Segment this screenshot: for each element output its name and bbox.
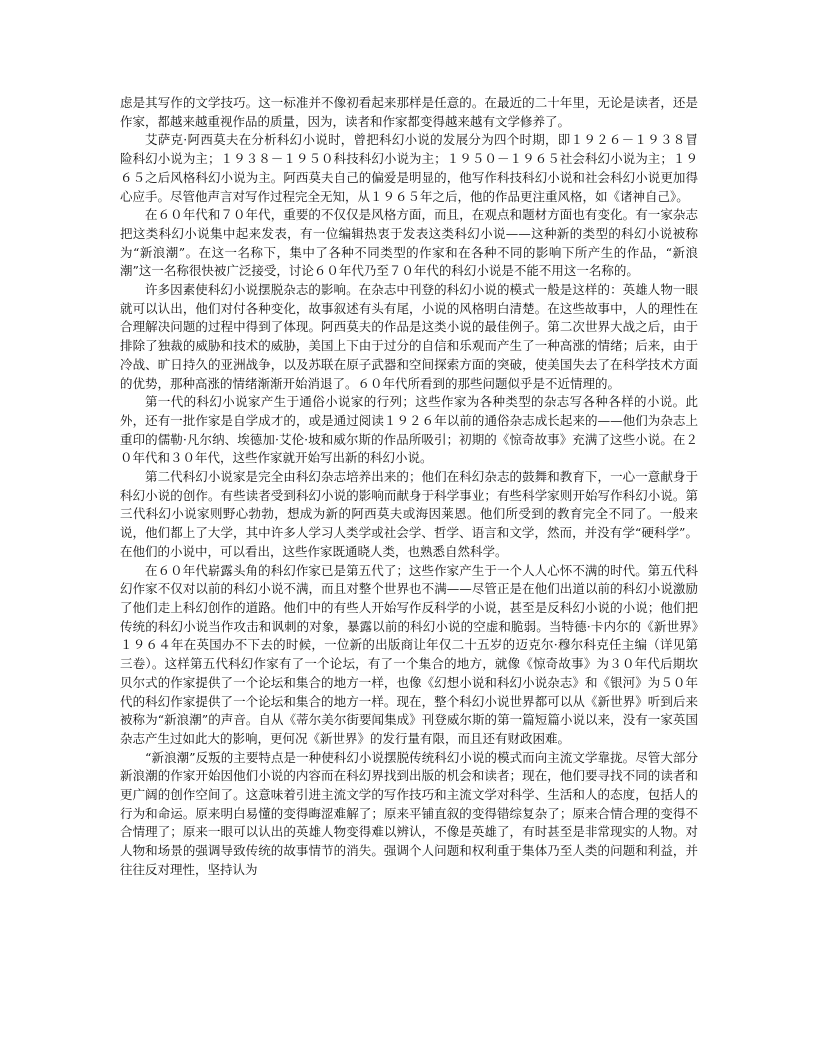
paragraph: 艾萨克·阿西莫夫在分析科幻小说时，曾把科幻小说的发展分为四个时期，即１９２６－１９３８冒险科幻小说为主；１９３８－１９５０科技科幻小说为主；１９５０－１９６５社会科幻小说为主；１９６５之后风格科幻小说为主。阿西莫夫自己的偏爱是明显的，他写作科技科幻小说和社会科幻小说更加得心应手。尽管他声言对写作过程完全无知，从１９６５年之后，他的作品更注重风格，如《诸神自己》。	[120, 132, 698, 204]
paragraph: 在６０年代崭露头角的科幻作家已是第五代了；这些作家产生于一个人人心怀不满的时代。第五代科幻作家不仅对以前的科幻小说不满，而且对整个世界也不满——尽管正是在他们出道以前的科幻小说激励了他们走上科幻创作的道路。他们中的有些人开始写作反科学的小说，甚至是反科幻小说的小说；他们把传统的科幻小说当作攻击和讽刺的对象，暴露以前的科幻小说的空虚和脆弱。当特德·卡内尔的《新世界》１９６４年在英国办不下去的时候，一位新的出版商让年仅二十五岁的迈克尔·穆尔科克任主编（详见第三卷）。这样第五代科幻作家有了一个论坛，有了一个集合的地方，就像《惊奇故事》为３０年代后期坎贝尔式的作家提供了一个论坛和集合的地方一样，也像《幻想小说和科幻小说杂志》和《银河》为５０年代的科幻作家提供了一个论坛和集合的地方一样。现在，整个科幻小说世界都可以从《新世界》听到后来被称为“新浪潮”的声音。自从《蒂尔美尔街要闻集成》刊登威尔斯的第一篇短篇小说以来，没有一家英国杂志产生过如此大的影响，更何况《新世界》的发行量有限，而且还有财政困难。	[120, 562, 698, 746]
paragraph: 许多因素使科幻小说摆脱杂志的影响。在杂志中刊登的科幻小说的模式一般是这样的：英雄人物一眼就可以认出，他们对付各种变化，故事叙述有头有尾，小说的风格明白清楚。在这些故事中，人的理性在合理解决问题的过程中得到了体现。阿西莫夫的作品是这类小说的最佳例子。第二次世界大战之后，由于排除了独裁的威胁和技术的威胁，美国上下由于过分的自信和乐观而产生了一种高涨的情绪；后来，由于冷战、旷日持久的亚洲战争，以及苏联在原子武器和空间探索方面的突破，使美国失去了在科学技术方面的优势，那种高涨的情绪渐渐开始消退了。６０年代所看到的那些问题似乎是不近情理的。	[120, 282, 698, 391]
paragraph: 第一代的科幻小说家产生于通俗小说家的行列；这些作家为各种类型的杂志写各种各样的小说。此外，还有一批作家是自学成才的，或是通过阅读１９２６年以前的通俗杂志成长起来的——他们为杂志上重印的儒勒·凡尔纳、埃德加·艾伦·坡和威尔斯的作品所吸引；初期的《惊奇故事》充满了这些小说。在２０年代和３０年代，这些作家就开始写出新的科幻小说。	[120, 394, 698, 466]
document-body	[120, 94, 698, 880]
paragraph: 虑是其写作的文学技巧。这一标准并不像初看起来那样是任意的。在最近的二十年里，无论是读者，还是作家，都越来越重视作品的质量，因为，读者和作家都变得越来越有文学修养了。	[120, 95, 698, 129]
paragraph: 第二代科幻小说家是完全由科幻杂志培养出来的；他们在科幻杂志的鼓舞和教育下，一心一意献身于科幻小说的创作。有些读者受到科幻小说的影响而献身于科学事业；有些科学家则开始写作科幻小说。第三代科幻小说家则野心勃勃，想成为新的阿西莫夫或海因莱恩。他们所受到的教育完全不同了。一般来说，他们都上了大学，其中许多人学习人类学或社会学、哲学、语言和文学，然而，并没有学“硬科学”。在他们的小说中，可以看出，这些作家既通晓人类，也熟悉自然科学。	[120, 469, 698, 559]
paragraph: “新浪潮”反叛的主要特点是一种使科幻小说摆脱传统科幻小说的模式而向主流文学靠拢。尽管大部分新浪潮的作家开始因他们小说的内容而在科幻界找到出版的机会和读者；现在，他们要寻找不同的读者和更广阔的创作空间了。这意味着引进主流文学的写作技巧和主流文学对科学、生活和人的态度，包括人的行为和命运。原来明白易懂的变得晦涩难解了；原来平铺直叙的变得错综复杂了；原来合情合理的变得不合情理了；原来一眼可以认出的英雄人物变得难以辨认，不像是英雄了，有时甚至是非常现实的人物。对人物和场景的强调导致传统的故事情节的消失。强调个人问题和权利重于集体乃至人类的问题和利益，并往往反对理性，坚持认为	[120, 749, 698, 877]
paragraph: 在６０年代和７０年代，重要的不仅仅是风格方面，而且，在观点和题材方面也有变化。有一家杂志把这类科幻小说集中起来发表，有一位编辑热衷于发表这类科幻小说——这种新的类型的科幻小说被称为“新浪潮”。在这一名称下，集中了各种不同类型的作家和在各种不同的影响下所产生的作品，“新浪潮”这一名称很快被广泛接受，讨论６０年代乃至７０年代的科幻小说是不能不用这一名称的。	[120, 207, 698, 279]
